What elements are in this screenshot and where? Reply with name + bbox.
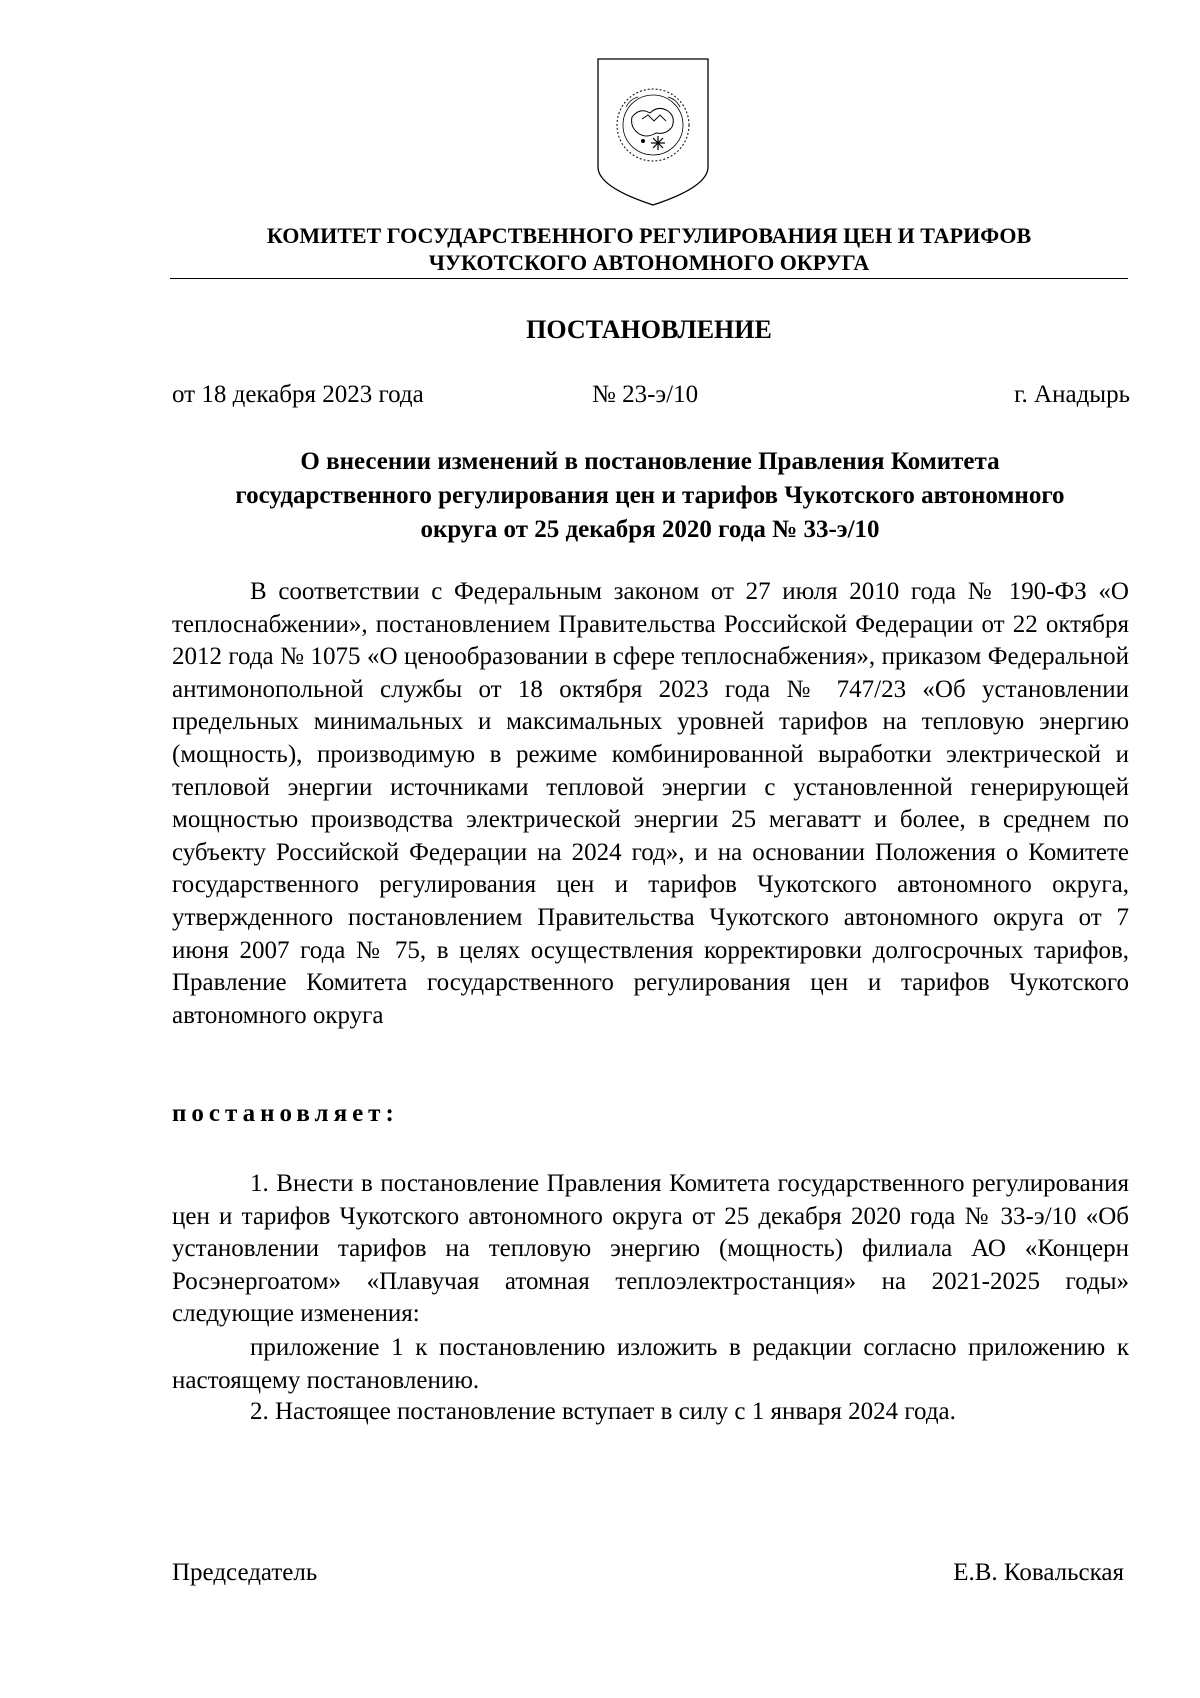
document-date: от 18 декабря 2023 года	[172, 381, 424, 408]
document-subject: О внесении изменений в постановление Правления Комитета государственного регулирования цен и тарифов Чукотского автономного округа от 25 декабря 2020 года № 33-э/10	[235, 448, 1065, 543]
clause-2: 2. Настоящее постановление вступает в силу с 1 января 2024 года.	[250, 1398, 956, 1425]
decree-word: постановляет:	[172, 1100, 399, 1127]
preamble-paragraph: В соответствии с Федеральным законом от 27 июля 2010 года № 190-ФЗ «О теплоснабжении», постановлением Правительства Российской Федерации от 22 октября 2012 года № 1075 «О ценообразовании в сфере теплоснабжения», приказом Федеральной антимонопольной службы от 18 октября 2023 года № 747/23 «Об установлении предельных минимальных и максимальных уровней тарифов на тепловую энергию (мощность), производимую в режиме комбинированной выработки электрической и тепловой энергии источниками тепловой энергии с установленной генерирующей мощностью производства электрической энергии 25 мегаватт и более, в среднем по субъекту Российской Федерации на 2024 год», и на основании Положения о Комитете государственного регулирования цен и тарифов Чукотского автономного округа, утвержденного постановлением Правительства Чукотского автономного округа от 7 июня 2007 года № 75, в целях осуществления корректировки долгосрочных тарифов, Правление Комитета государственного регулирования цен и тарифов Чукотского автономного округа	[172, 578, 1129, 1029]
document-number: № 23-э/10	[592, 381, 699, 408]
header-divider	[170, 278, 1128, 279]
clause-1-subitem: приложение 1 к постановлению изложить в редакции согласно приложению к настоящему постановлению.	[172, 1334, 1129, 1394]
chukotka-coat-of-arms-icon	[588, 55, 718, 210]
organization-name-line1: КОМИТЕТ ГОСУДАРСТВЕННОГО РЕГУЛИРОВАНИЯ ЦЕН И ТАРИФОВ	[266, 223, 1032, 248]
signatory-name: Е.В. Ковальская	[953, 1559, 1124, 1586]
signatory-position: Председатель	[172, 1559, 318, 1586]
organization-name-line2: ЧУКОТСКОГО АВТОНОМНОГО ОКРУГА	[428, 250, 870, 275]
document-title: ПОСТАНОВЛЕНИЕ	[526, 315, 772, 344]
document-city: г. Анадырь	[1014, 381, 1130, 408]
clause-1: 1. Внести в постановление Правления Комитета государственного регулирования цен и тарифов Чукотского автономного округа от 25 декабря 2020 года № 33-э/10 «Об установлении тарифов на тепловую энергию (мощность) филиала АО «Концерн Росэнергоатом» «Плавучая атомная теплоэлектростанция» на 2021-2025 годы» следующие изменения:	[172, 1170, 1129, 1328]
